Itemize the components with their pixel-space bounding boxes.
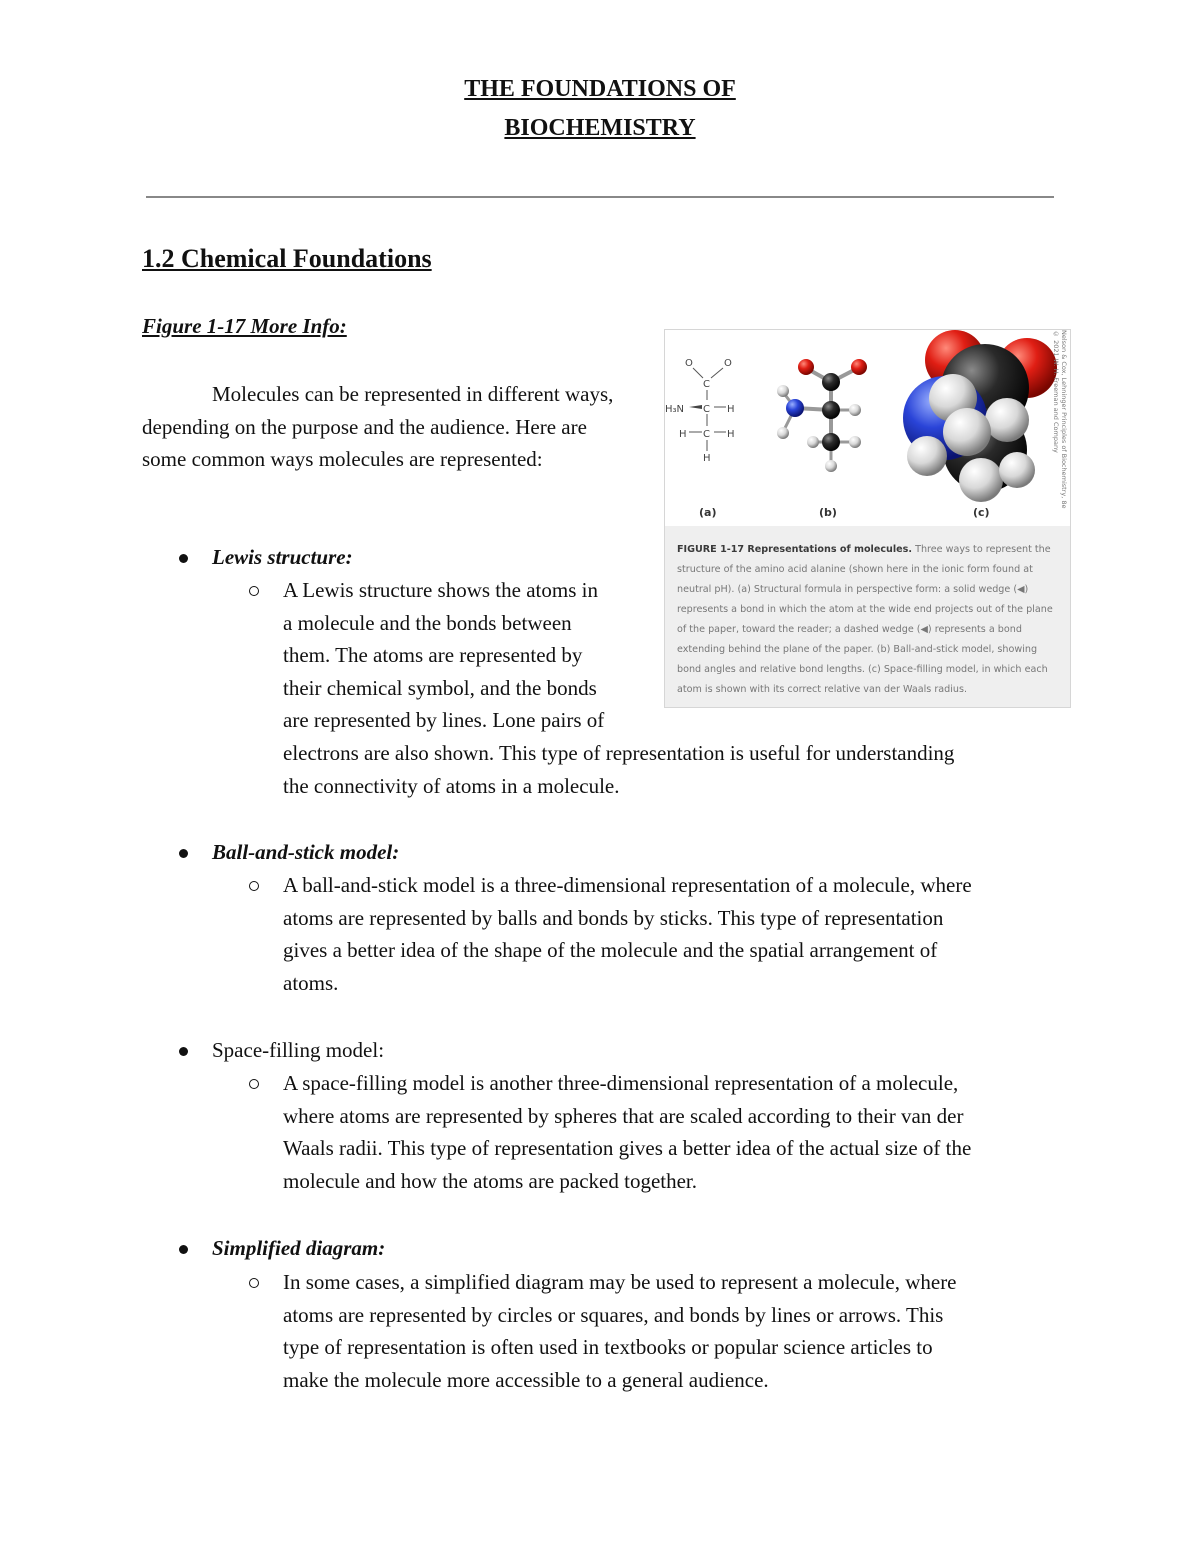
bullet-dot [179, 1245, 188, 1254]
text-line: molecule and how the atoms are packed together. [283, 1168, 698, 1193]
text-line: the connectivity of atoms in a molecule. [283, 773, 620, 798]
sub-bullet-circle [249, 881, 259, 891]
bullet-title-lewis: Lewis structure: [212, 545, 353, 569]
text-line: gives a better idea of the shape of the molecule and the spatial arrangement of [283, 938, 938, 963]
panel-c-label: (c) [973, 506, 990, 519]
hydrogen-label: H [703, 453, 711, 464]
section-heading: 1.2 Chemical Foundations [142, 244, 432, 273]
bullet-title-ball-and-stick: Ball-and-stick model: [212, 840, 400, 864]
text-line: Waals radii. This type of representation gives a better idea of the actual size of the [283, 1136, 972, 1161]
space-filling-drawing [903, 330, 1057, 502]
figure-credit: Nelson & Cox, Lehninger Principles of Biochemistry, 8e © 2021 W. H. Freeman and Company [1052, 330, 1068, 509]
carbon-label: C [703, 404, 710, 415]
oxygen-label: O [685, 358, 693, 369]
horizontal-rule [146, 196, 1054, 198]
bullet-dot [179, 554, 188, 563]
text-line: where atoms are represented by spheres that are scaled according to their van der [283, 1103, 964, 1128]
ball-and-stick-description [283, 869, 1063, 999]
bullet-title-simplified-diagram: Simplified diagram: [212, 1236, 386, 1260]
sub-bullet-circle [249, 586, 259, 596]
hydrogen-label: H [727, 429, 735, 440]
text-line: a molecule and the bonds between [283, 610, 572, 635]
bullet-dot [179, 1047, 188, 1056]
lewis-description [283, 574, 1063, 802]
molecule-illustrations [665, 330, 1070, 520]
title-line-1: THE FOUNDATIONS OF [464, 76, 736, 102]
amine-group-label: H₃N [665, 404, 685, 415]
text-line: A Lewis structure shows the atoms in [283, 578, 598, 602]
text-line: atoms. [283, 970, 339, 995]
text-line: A ball-and-stick model is a three-dimensional representation of a molecule, where [283, 873, 972, 897]
space-filling-description [283, 1067, 1063, 1197]
hydrogen-label: H [727, 404, 735, 415]
oxygen-label: O [724, 358, 732, 369]
text-line: electrons are also shown. This type of representation is useful for understanding [283, 740, 955, 765]
intro-paragraph: Molecules can be represented in different ways, depending on the purpose and the audience. Here are some common ways molecules are represented: [142, 382, 614, 472]
hydrogen-label: H [679, 429, 687, 440]
text-line: are represented by lines. Lone pairs of [283, 708, 605, 733]
text-line: atoms are represented by circles or squares, and bonds by lines or arrows. This [283, 1302, 944, 1327]
text-line: make the molecule more accessible to a general audience. [283, 1367, 769, 1392]
sub-bullet-circle [249, 1278, 259, 1288]
carbon-label: C [703, 429, 710, 440]
text-line: type of representation is often used in textbooks or popular science articles to [283, 1335, 933, 1360]
bullet-title-space-filling: Space-filling model: [212, 1038, 385, 1062]
text-line: them. The atoms are represented by [283, 643, 583, 668]
text-line: A space-filling model is another three-dimensional representation of a molecule, [283, 1071, 959, 1095]
figure-more-info-link[interactable]: Figure 1-17 More Info: [142, 314, 347, 338]
document-title [0, 70, 1200, 148]
lewis-structure-drawing [665, 358, 735, 464]
panel-b-label: (b) [819, 506, 837, 519]
title-line-2: BIOCHEMISTRY [504, 115, 696, 141]
simplified-diagram-description [283, 1266, 1063, 1396]
text-line: atoms are represented by balls and bonds by sticks. This type of representation [283, 905, 944, 930]
caption-title: FIGURE 1-17 Representations of molecules. [677, 544, 913, 555]
ball-and-stick-drawing [777, 359, 867, 472]
text-line: their chemical symbol, and the bonds [283, 675, 597, 700]
carbon-label: C [703, 379, 710, 390]
text-line: In some cases, a simplified diagram may be used to represent a molecule, where [283, 1270, 957, 1294]
caption-text: Three ways to represent the structure of the amino acid alanine (shown here in the ionic form found at neutral pH). (a) Structural formula in perspective form: a solid wedge (◀) represents a bond in which the atom at the wide end projects out of the plane of the paper, toward the reader; a dashed wedge (◀) represents a bond extending behind the plane of the paper. (b) Ball-and-stick model, showing bond angles and relative bond lengths. (c) Space-filling model, in which each atom is shown with its correct relative van der Waals radius. [677, 544, 1053, 695]
bullet-dot [179, 849, 188, 858]
sub-bullet-circle [249, 1079, 259, 1089]
panel-a-label: (a) [699, 506, 717, 519]
